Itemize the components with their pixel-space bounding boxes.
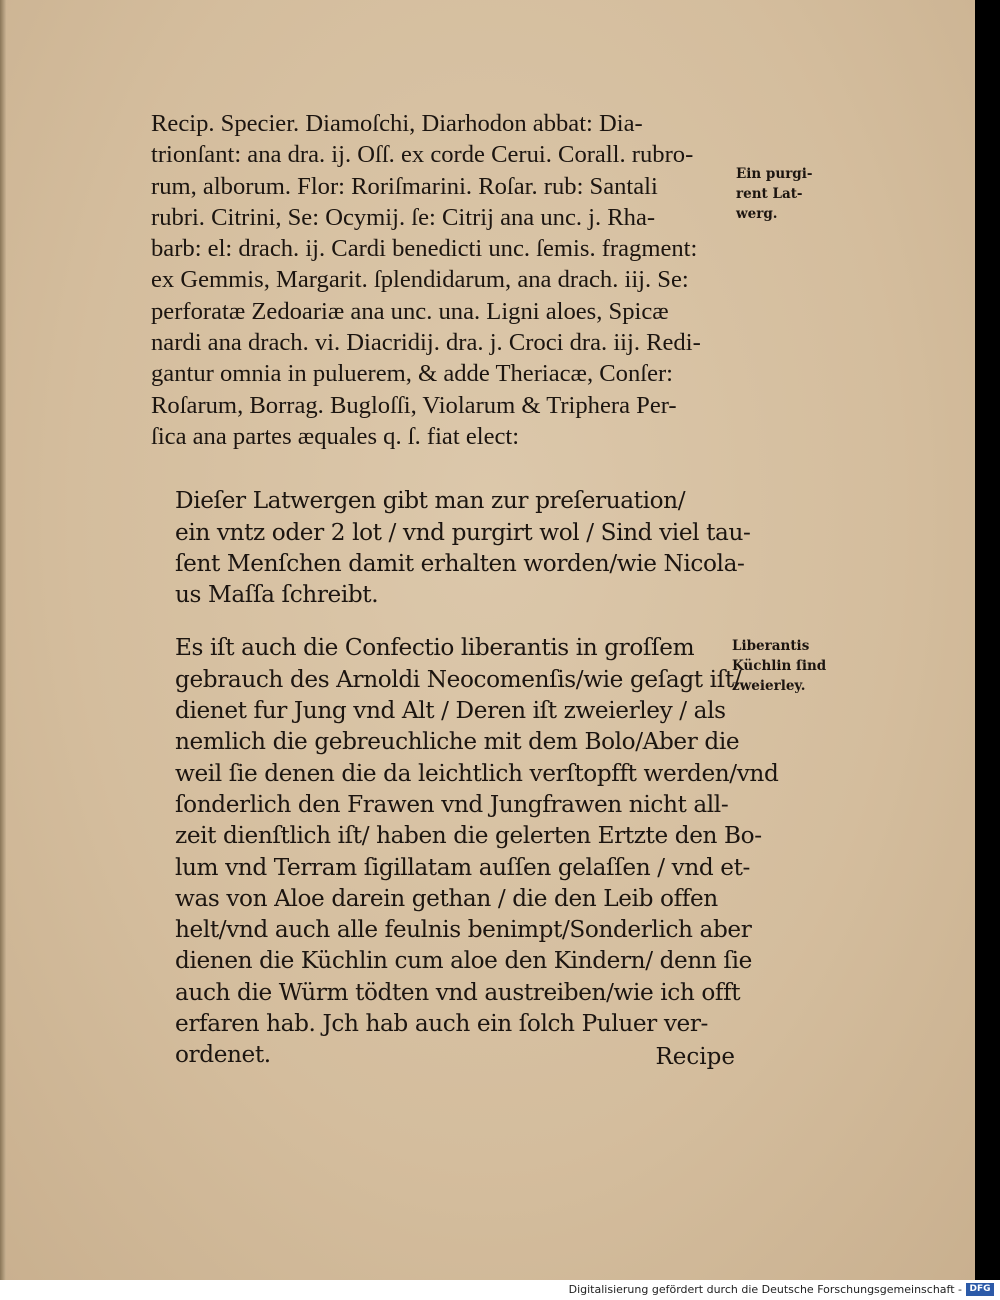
text-line: auch die Würm tödten vnd austreiben/wie ich offt [175,978,741,1006]
text-line: Roſarum, Borrag. Bugloſſi, Violarum & Triphera Per- [151,391,677,419]
text-line: lum vnd Terram ſigillatam auſſen gelaſſen / vnd et- [175,853,750,881]
margin-note-line: rent Lat- [736,186,803,202]
text-line: rum, alborum. Flor: Roriſmarini. Roſar. rub: Santali [151,172,658,200]
paragraph-latwergen [113,485,751,610]
text-line: nemlich die gebreuchliche mit dem Bolo/Aber die [175,728,740,756]
text-line: ex Gemmis, Margarit. ſplendidarum, ana drach. iij. Se: [151,266,689,294]
paragraph-confectio [113,632,779,1070]
catchword: Recipe [655,1044,735,1070]
footer-bar [0,1280,1000,1300]
paragraph-recipe [113,108,733,452]
margin-note-purgirent [736,164,812,224]
text-line: ſent Menſchen damit erhalten worden/wie Nicola- [175,549,745,577]
margin-note-line: zweierley. [732,678,806,694]
text-line: Es iſt auch die Confectio liberantis in groſſem [175,634,695,662]
text-line: dienet fur Jung vnd Alt / Deren iſt zweierley / als [175,697,726,725]
text-line: gebrauch des Arnoldi Neocomenſis/wie geſagt iſt/ [175,665,742,693]
text-line: us Maſſa ſchreibt. [175,581,379,609]
text-line: ein vntz oder 2 lot / vnd purgirt wol / Sind viel tau- [175,518,751,546]
text-line: barb: el: drach. ij. Cardi benedicti unc. ſemis. fragment: [151,235,698,263]
margin-note-line: Küchlin ſind [732,658,827,674]
text-line: erfaren hab. Jch hab auch ein ſolch Puluer ver- [175,1010,708,1038]
dfg-logo-icon: DFG [966,1283,994,1296]
footer-credit: Digitalisierung gefördert durch die Deutsche Forschungsgemeinschaft - [568,1283,962,1296]
page-edge [0,0,6,1280]
text-line: trionſant: ana dra. ij. Oſſ. ex corde Cerui. Corall. rubro- [151,141,694,169]
text-line: Recip. Specier. Diamoſchi, Diarhodon abbat: Dia- [151,110,643,137]
text-line: perforatæ Zedoariæ ana unc. una. Ligni aloes, Spicæ [151,297,669,325]
margin-note-line: Ein purgi- [736,166,813,182]
text-line: dienen die Küchlin cum aloe den Kindern/ denn ſie [175,947,752,975]
margin-note-line: werg. [736,206,778,222]
text-line: helt/vnd auch alle feulnis benimpt/Sonderlich aber [175,916,752,944]
margin-note-liberantis [732,636,826,696]
text-line: zeit dienſtlich iſt/ haben die gelerten Ertzte den Bo- [175,822,762,850]
text-line: ordenet. [175,1041,271,1069]
text-line: weil ſie denen die da leichtlich verſtopfft werden/vnd [175,759,779,787]
text-line: rubri. Citrini, Se: Ocymij. ſe: Citrij ana unc. j. Rha- [151,203,656,231]
text-line: Dieſer Latwergen gibt man zur preſeruation/ [175,487,686,515]
text-line: ſonderlich den Frawen vnd Jungfrawen nicht all- [175,790,729,818]
scan-border [975,0,1000,1280]
text-line: ſica ana partes æquales q. ſ. fiat elect: [151,422,520,450]
text-line: was von Aloe darein gethan / die den Leib offen [175,884,718,912]
text-line: nardi ana drach. vi. Diacridij. dra. j. Croci dra. iij. Redi- [151,329,701,357]
margin-note-line: Liberantis [732,638,810,654]
text-line: gantur omnia in puluerem, & adde Theriacæ, Conſer: [151,360,674,388]
